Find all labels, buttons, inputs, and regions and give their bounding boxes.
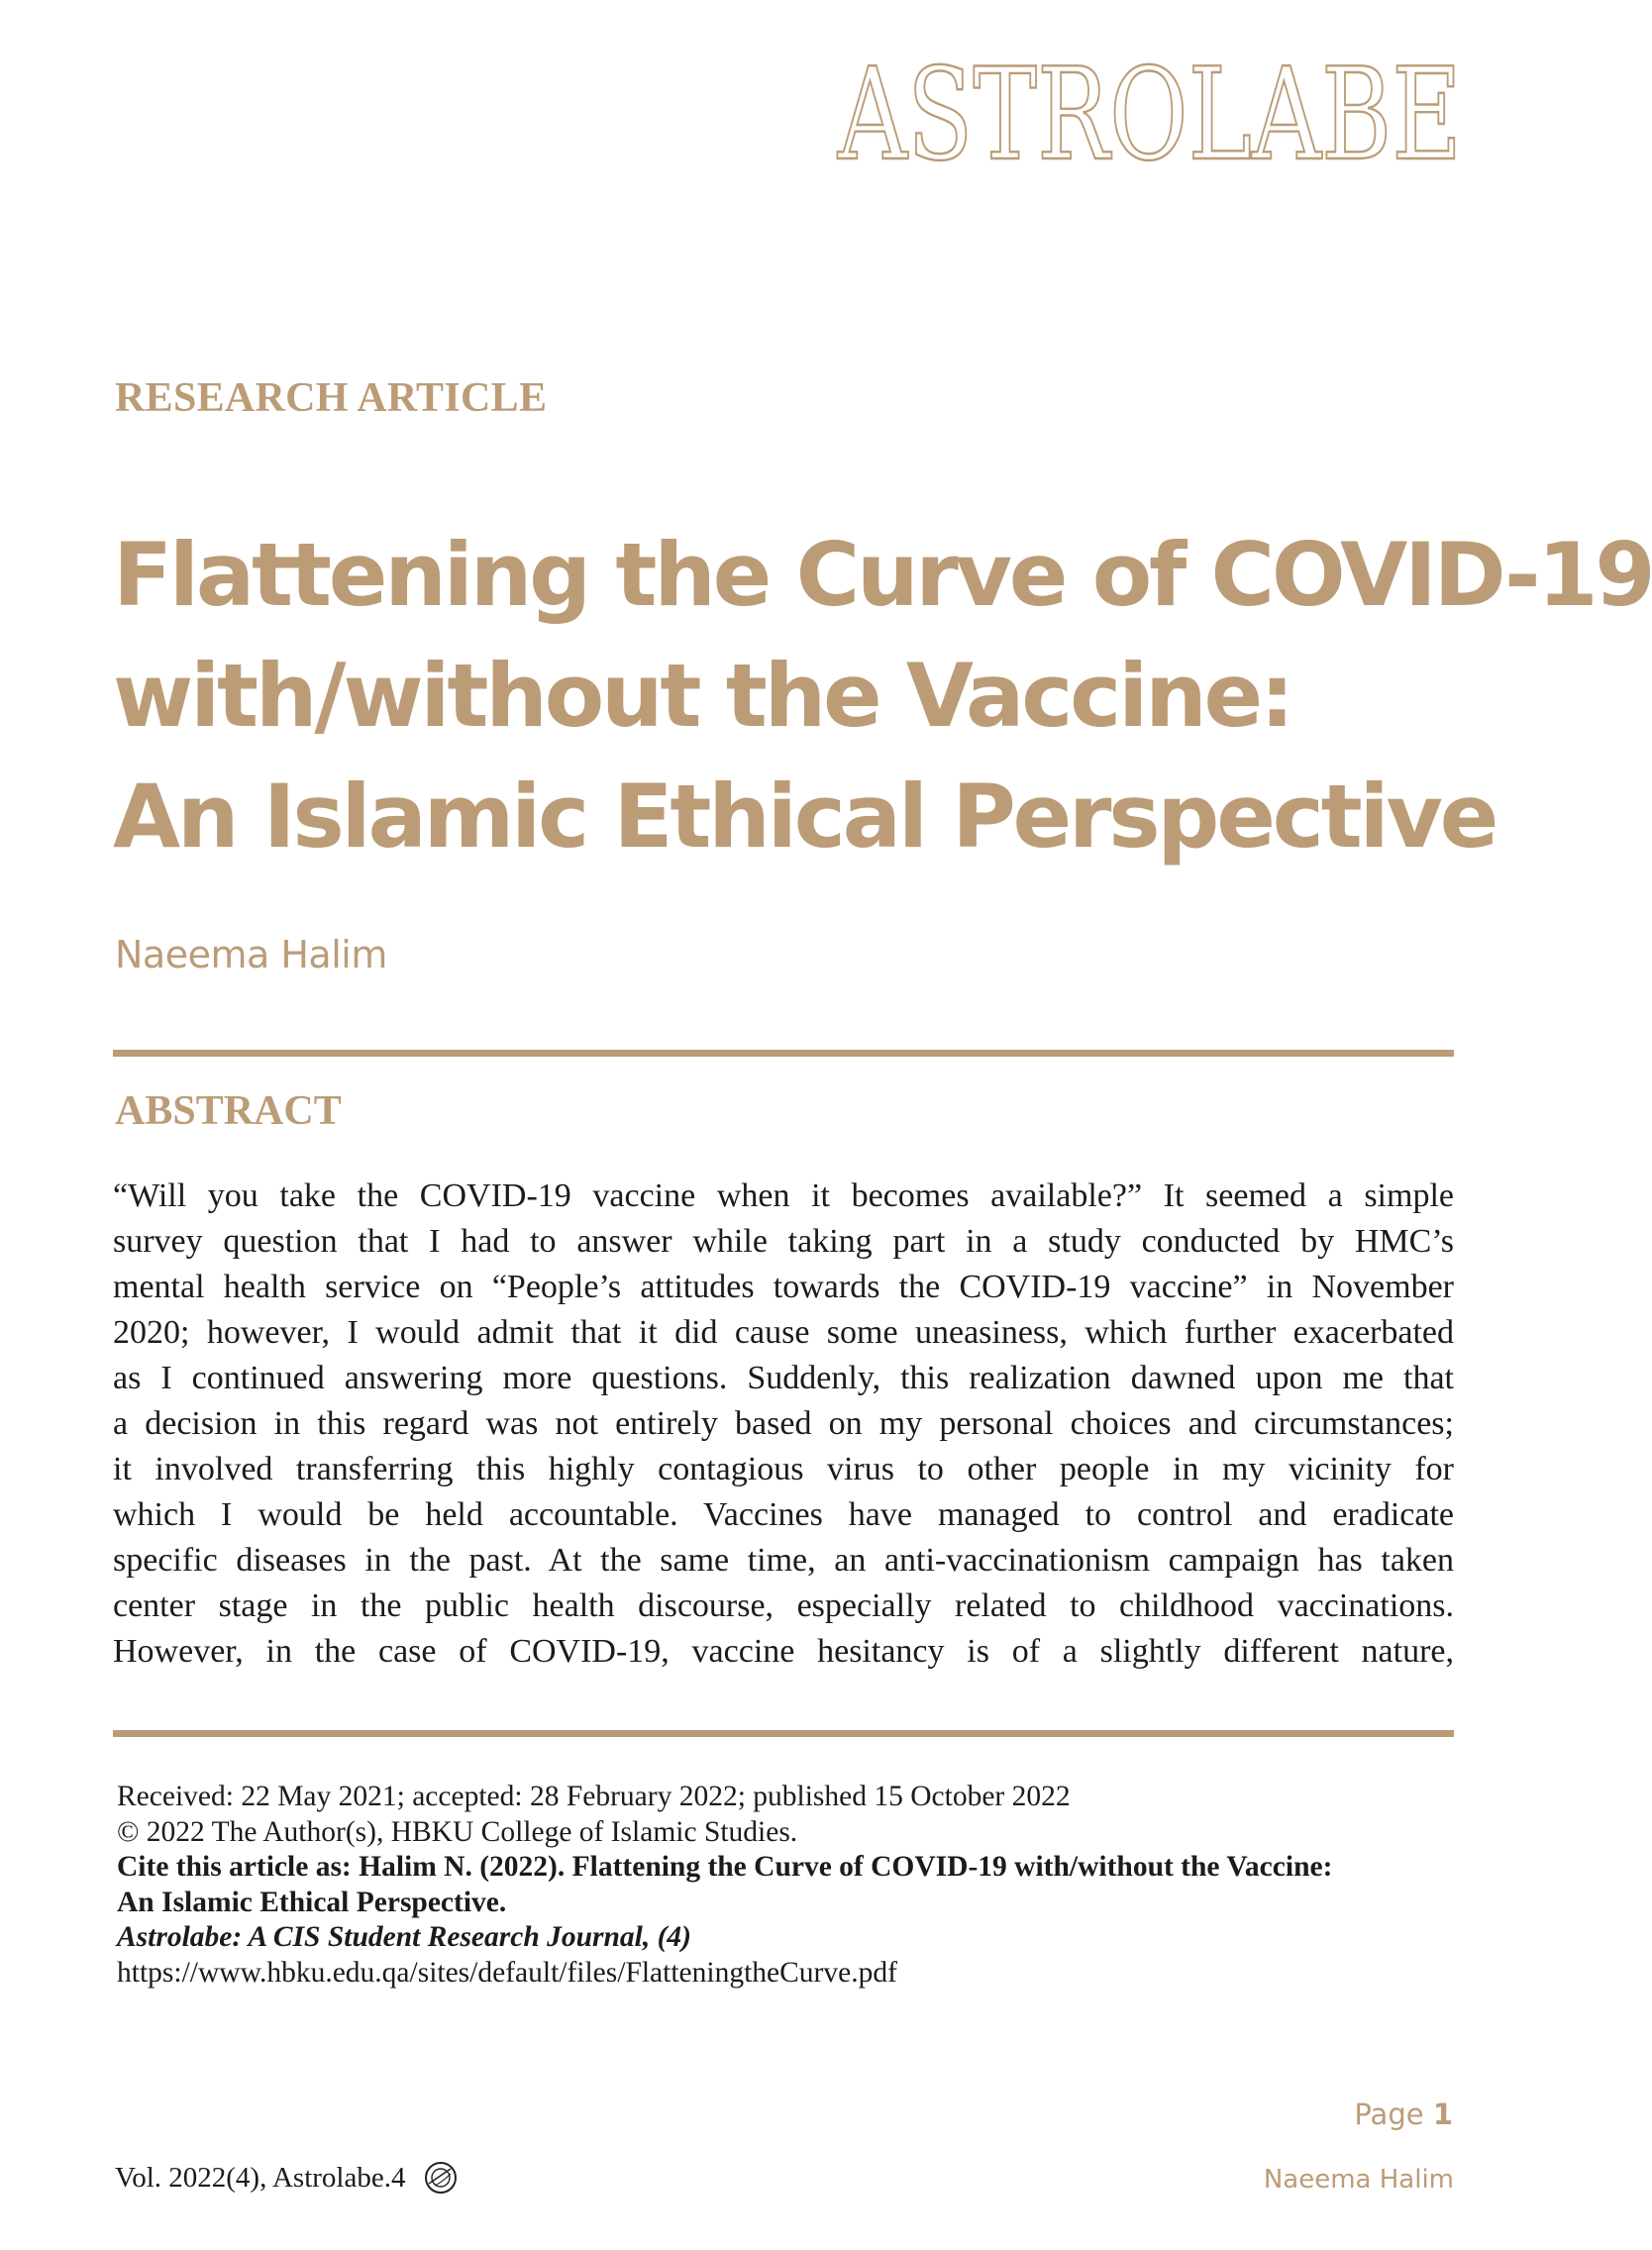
abstract-line: which I would be held accountable. Vaccines have managed to control and eradicate xyxy=(113,1496,1454,1533)
abstract-line: center stage in the public health discourse, especially related to childhood vaccinations. xyxy=(113,1587,1454,1624)
abstract-line: 2020; however, I would admit that it did cause some uneasiness, which further exacerbated xyxy=(113,1314,1454,1351)
astrolabe-emblem-icon xyxy=(423,2160,459,2196)
abstract-line: survey question that I had to answer while taking part in a study conducted by HMC’s xyxy=(113,1223,1454,1260)
footer-author: Naeema Halim xyxy=(1263,2165,1454,2195)
publication-dates: Received: 22 May 2021; accepted: 28 February 2022; published 15 October 2022 xyxy=(117,1781,1071,1812)
abstract-line: as I continued answering more questions. Suddenly, this realization dawned upon me that xyxy=(113,1360,1454,1396)
divider-top xyxy=(113,1050,1454,1057)
page-number xyxy=(1354,2097,1453,2131)
divider-bottom xyxy=(113,1730,1454,1737)
article-title-line: with/without the Vaccine: xyxy=(113,645,1292,747)
page-label: Page xyxy=(1354,2097,1424,2131)
citation-line: Cite this article as: Halim N. (2022). Flattening the Curve of COVID-19 with/without the Vaccine: xyxy=(117,1851,1333,1883)
volume-info xyxy=(115,2160,459,2196)
journal-logo xyxy=(837,42,1462,189)
article-metadata xyxy=(117,1780,1464,1991)
article-title-line: Flattening the Curve of COVID-19 xyxy=(113,524,1652,626)
article-url-link[interactable]: https://www.hbku.edu.qa/sites/default/files/FlatteningtheCurve.pdf xyxy=(117,1956,897,1989)
copyright-notice: © 2022 The Author(s), HBKU College of Islamic Studies. xyxy=(117,1815,798,1848)
abstract-heading: ABSTRACT xyxy=(115,1088,342,1134)
article-title xyxy=(113,515,1652,877)
volume-text: Vol. 2022(4), Astrolabe.4 xyxy=(115,2161,406,2194)
abstract-line: However, in the case of COVID-19, vaccine hesitancy is of a slightly different nature, xyxy=(113,1633,1454,1670)
abstract-line: “Will you take the COVID-19 vaccine when it becomes available?” It seemed a simple xyxy=(113,1177,1454,1214)
abstract-line: it involved transferring this highly contagious virus to other people in my vicinity for xyxy=(113,1451,1454,1487)
article-author: Naeema Halim xyxy=(115,933,387,976)
article-title-line: An Islamic Ethical Perspective xyxy=(113,766,1497,868)
journal-reference: Astrolabe: A CIS Student Research Journal, (4) xyxy=(117,1921,692,1953)
citation-line-cont: An Islamic Ethical Perspective. xyxy=(117,1886,507,1918)
abstract-line: specific diseases in the past. At the same time, an anti-vaccinationism campaign has taken xyxy=(113,1542,1454,1579)
page-number-value: 1 xyxy=(1432,2097,1453,2131)
journal-logo-text: ASTROLABE xyxy=(837,42,1462,189)
article-type-label: RESEARCH ARTICLE xyxy=(115,375,548,421)
abstract-line: a decision in this regard was not entirely based on my personal choices and circumstances; xyxy=(113,1405,1454,1442)
abstract-line: mental health service on “People’s attitudes towards the COVID-19 vaccine” in November xyxy=(113,1269,1454,1305)
abstract-body xyxy=(113,1174,1454,1675)
